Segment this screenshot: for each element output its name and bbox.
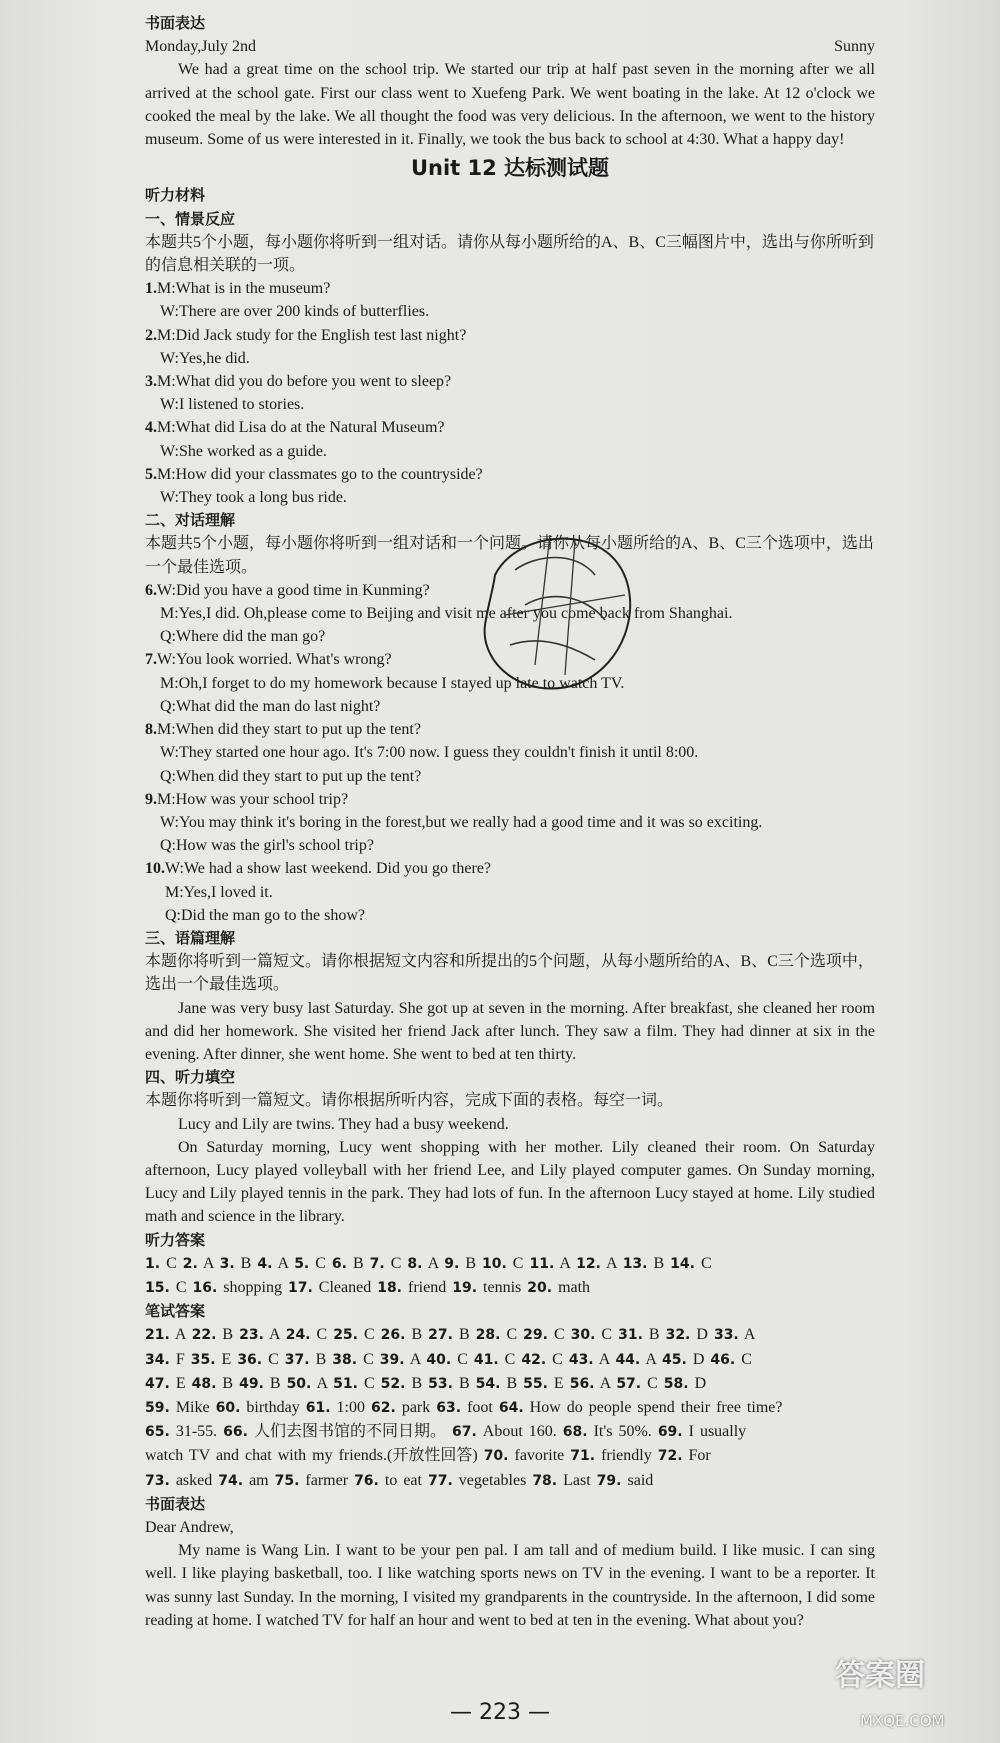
dialog-item <box>145 416 875 439</box>
answer-number: 52. <box>380 1375 406 1392</box>
answer-value: friendly <box>595 1447 658 1465</box>
answer-value: D <box>688 1374 707 1392</box>
answer-value: C <box>500 1326 524 1344</box>
answer-value: A <box>554 1254 577 1272</box>
handwritten-stamp <box>455 515 655 705</box>
answer-value: A <box>593 1350 616 1368</box>
answer-number: 6. <box>331 1255 347 1272</box>
answer-number: 70. <box>483 1448 509 1465</box>
answer-number: 29. <box>523 1327 548 1344</box>
answer-value: C <box>735 1350 752 1368</box>
answer-value: C <box>694 1254 712 1272</box>
answer-value: B <box>500 1374 524 1392</box>
answer-number: 8. <box>407 1255 423 1272</box>
answer-number: 53. <box>428 1375 453 1392</box>
answer-value: C <box>641 1374 664 1392</box>
answer-number: 28. <box>475 1327 501 1344</box>
answer-value: C <box>384 1254 408 1272</box>
diary-text: We had a great time on the school trip. We started our trip at half past seven in the morning after we all arrived at the school gate. First our class went to Xuefeng Park. We went boating in the lake. At 12 o'clock we cooked the meal by the lake. We all thought the food was very delicious. In the afternoon, we went to the history museum. Some of us were interested in it. Finally, we took the bus back to school at 4:30. What a happy day! <box>145 61 875 149</box>
dialog-line: M:How was your school trip? <box>157 790 349 808</box>
answer-value: A <box>311 1374 334 1392</box>
dialog-line: M:What did you do before you went to sleep? <box>157 373 452 391</box>
answer-number: 22. <box>191 1327 217 1344</box>
answer-number: 9. <box>444 1255 460 1272</box>
answer-value: C <box>506 1254 530 1272</box>
answer-number: 50. <box>286 1375 312 1392</box>
answer-value: B <box>452 1374 476 1392</box>
dialog-line: M:Oh,I forget to do my homework because I stayed up late to watch TV. <box>160 674 625 692</box>
answer-value: D <box>690 1326 714 1344</box>
answer-value: A <box>738 1326 756 1344</box>
dialog-item <box>145 277 875 300</box>
dialog-line: M:What did Lisa do at the Natural Museum? <box>157 419 445 437</box>
answer-number: 47. <box>145 1375 170 1392</box>
section4-paragraph: Lucy and Lily are twins. They had a busy weekend. <box>178 1115 509 1133</box>
dialog-line: W:I listened to stories. <box>160 396 305 414</box>
dialog-line: M:Yes,I did. Oh,please come to Beijing and visit me after you come back from Shanghai. <box>160 605 733 623</box>
dialog-line: W:There are over 200 kinds of butterflies. <box>160 303 430 321</box>
answer-number: 25. <box>333 1327 358 1344</box>
answer-number: 20. <box>527 1279 553 1296</box>
answer-value: B <box>263 1374 287 1392</box>
answer-value: A <box>197 1254 220 1272</box>
dialog-item <box>145 718 875 741</box>
item-number: 6. <box>145 581 157 599</box>
answer-number: 58. <box>663 1375 689 1392</box>
answer-value: B <box>346 1254 370 1272</box>
answer-number: 63. <box>436 1399 462 1416</box>
answer-number: 59. <box>145 1399 170 1416</box>
answer-line <box>145 1276 875 1300</box>
dialog-line: W:You look worried. What's wrong? <box>157 651 392 669</box>
answer-number: 51. <box>333 1375 358 1392</box>
answer-number: 41. <box>473 1351 499 1368</box>
answer-value: A <box>272 1254 295 1272</box>
answer-number: 4. <box>257 1255 273 1272</box>
answer-value: B <box>216 1326 240 1344</box>
answer-number: 32. <box>665 1327 691 1344</box>
answer-value: A <box>169 1326 192 1344</box>
item-number: 5. <box>145 465 157 483</box>
answer-value: said <box>621 1471 654 1489</box>
diary-date: Monday,July 2nd <box>145 38 256 56</box>
answer-value: It's 50%. <box>587 1423 658 1441</box>
section1-intro: 本题共5个小题，每小题你将听到一组对话。请你从每小题所给的A、B、C三幅图片中，选出与你所听到的信息相关联的一项。 <box>145 233 874 275</box>
answer-inline <box>484 1447 711 1464</box>
answer-value: B <box>405 1326 429 1344</box>
answer-value: C <box>498 1350 522 1368</box>
answer-number: 61. <box>305 1399 331 1416</box>
page-number: — 223 — <box>450 1700 550 1725</box>
answer-number: 79. <box>596 1472 622 1489</box>
dialog-line: W:They took a long bus ride. <box>160 489 347 507</box>
listening-label: 听力材料 <box>145 186 206 205</box>
answer-number: 19. <box>452 1279 478 1296</box>
answer-value: 人们去图书馆的不同日期。 <box>247 1423 452 1441</box>
answer-number: 33. <box>713 1327 739 1344</box>
answer-value: C <box>451 1350 474 1368</box>
answer-number: 36. <box>237 1351 263 1368</box>
item-number: 4. <box>145 419 157 437</box>
dialog-line: M:Did Jack study for the English test last night? <box>157 326 467 344</box>
answer-number: 24. <box>285 1327 311 1344</box>
answer-value: F <box>169 1350 191 1368</box>
answer-value: B <box>234 1254 258 1272</box>
answer-number: 78. <box>532 1472 558 1489</box>
answer-value: 31-55. <box>169 1423 224 1441</box>
answer-value: D <box>686 1350 711 1368</box>
item-number: 10. <box>145 860 165 878</box>
answer-line <box>145 1372 875 1396</box>
answer-number: 27. <box>428 1327 453 1344</box>
answer-value: B <box>642 1326 666 1344</box>
answer-number: 17. <box>287 1279 313 1296</box>
answer-value: park <box>395 1398 437 1416</box>
answer-value: B <box>452 1326 476 1344</box>
item-number: 3. <box>145 373 157 391</box>
answer-number: 5. <box>294 1255 310 1272</box>
answer-number: 18. <box>377 1279 403 1296</box>
answer-value: A <box>422 1254 445 1272</box>
answer-value: A <box>600 1254 623 1272</box>
diary-dateline <box>145 35 875 58</box>
answer-number: 14. <box>670 1255 695 1272</box>
diary-weather: Sunny <box>834 38 875 56</box>
answer-number: 64. <box>498 1399 524 1416</box>
answer-number: 65. <box>145 1424 170 1441</box>
section1-list <box>145 277 875 509</box>
answer-number: 55. <box>523 1375 548 1392</box>
answer-value: asked <box>169 1471 219 1489</box>
answer-value: 1:00 <box>330 1398 371 1416</box>
answer-number: 69. <box>657 1424 683 1441</box>
dialog-line: W:They started one hour ago. It's 7:00 now. I guess they couldn't finish it until 8:00. <box>160 744 699 762</box>
answer-number: 73. <box>145 1472 170 1489</box>
answer-value: foot <box>461 1398 499 1416</box>
answer-number: 43. <box>568 1351 594 1368</box>
answer-number: 30. <box>570 1327 596 1344</box>
section1-heading: 一、情景反应 <box>145 209 236 228</box>
answer-number: 74. <box>218 1472 244 1489</box>
dialog-item <box>145 370 875 393</box>
answer-value: tennis <box>477 1278 528 1296</box>
answer-number: 1. <box>145 1255 161 1272</box>
unit-title: Unit 12 达标测试题 <box>410 156 610 181</box>
answer-value: vegetables <box>452 1471 533 1489</box>
answer-value: How do people spend their free time? <box>523 1398 783 1416</box>
answer-value: B <box>647 1254 671 1272</box>
answer-number: 48. <box>191 1375 217 1392</box>
answer-value: math <box>552 1278 591 1296</box>
answer-number: 16. <box>192 1279 218 1296</box>
answer-number: 45. <box>662 1351 687 1368</box>
answer-value: C <box>357 1374 381 1392</box>
dialog-line: W:You may think it's boring in the forest,but we really had a good time and it was so exciting. <box>160 813 763 831</box>
answer-value: C <box>160 1254 183 1272</box>
answer-number: 49. <box>239 1375 264 1392</box>
dialog-item <box>145 788 875 811</box>
dialog-item <box>145 324 875 347</box>
answer-value: Cleaned <box>312 1278 378 1296</box>
answer-value: I usually <box>682 1423 747 1441</box>
dialog-item <box>145 857 875 880</box>
answer-value: B <box>309 1350 333 1368</box>
answer-line <box>145 1420 875 1444</box>
answer-number: 13. <box>622 1255 648 1272</box>
watermark-logo: 答案圈 <box>835 1658 925 1693</box>
item-number: 8. <box>145 721 157 739</box>
answer-number: 3. <box>219 1255 235 1272</box>
answer-value: birthday <box>240 1398 306 1416</box>
answer-line <box>145 1348 875 1372</box>
answer-line <box>145 1444 875 1468</box>
answer-value: B <box>405 1374 429 1392</box>
answer-line <box>145 1469 875 1493</box>
letter-heading: 书面表达 <box>145 1494 206 1513</box>
answer-number: 37. <box>284 1351 310 1368</box>
letter-text: My name is Wang Lin. I want to be your pen pal. I am tall and of medium build. I like music. I can sing well. I like playing basketball, too. I like watching sports news on TV in the evening. I want to be a reporter. It was sunny last Sunday. In the morning, I visited my grandparents in the countryside. In the afternoon, I did some reading at home. I watched TV for half an hour and went to bed at ten in the evening. What about you? <box>145 1542 875 1629</box>
answer-number: 75. <box>274 1472 300 1489</box>
question-line: Q:What did the man do last night? <box>160 697 381 715</box>
answer-number: 35. <box>190 1351 216 1368</box>
watermark-url: MXQE.COM <box>860 1712 945 1730</box>
answer-value: Last <box>557 1471 597 1489</box>
answer-value: For <box>682 1447 711 1465</box>
answer-value: A <box>263 1326 286 1344</box>
answer-text: watch TV and chat with my friends.(开放性回答) <box>145 1447 478 1465</box>
diary-heading: 书面表达 <box>145 14 206 32</box>
answer-value: B <box>459 1254 482 1272</box>
answer-value: shopping <box>217 1278 288 1296</box>
answer-value: E <box>215 1350 238 1368</box>
section4-paragraph: On Saturday morning, Lucy went shopping with her mother. Lily cleaned their room. On Saturday afternoon, Lucy played volleyball with her friend Lee, and Lily played computer games. On Sunday morning, Lucy and Lily played tennis in the park. They had lots of fun. In the afternoon Lucy stayed at home. Lily studied math and science in the library. <box>145 1138 875 1226</box>
section4-heading: 四、听力填空 <box>145 1068 236 1087</box>
page-content <box>145 12 875 1632</box>
answer-value: am <box>243 1471 275 1489</box>
answer-number: 38. <box>332 1351 358 1368</box>
answer-value: A <box>640 1350 663 1368</box>
answer-value: C <box>310 1326 334 1344</box>
answer-number: 42. <box>521 1351 547 1368</box>
answer-number: 2. <box>182 1255 198 1272</box>
answer-value: C <box>262 1350 285 1368</box>
answer-number: 54. <box>475 1375 501 1392</box>
listening-answers-heading: 听力答案 <box>145 1230 206 1249</box>
answer-number: 11. <box>529 1255 555 1272</box>
answer-number: 71. <box>570 1448 596 1465</box>
answer-value: to eat <box>378 1471 428 1489</box>
dialog-line: W:We had a show last weekend. Did you go there? <box>165 860 492 878</box>
answer-number: 68. <box>562 1424 588 1441</box>
answer-value: C <box>309 1254 332 1272</box>
dialog-line: W:Did you have a good time in Kunming? <box>157 581 430 599</box>
answer-value: C <box>547 1326 571 1344</box>
answer-number: 72. <box>657 1448 683 1465</box>
answer-number: 26. <box>380 1327 406 1344</box>
answer-number: 39. <box>379 1351 405 1368</box>
question-line: Q:Where did the man go? <box>160 628 326 646</box>
answer-value: About 160. <box>476 1423 563 1441</box>
answer-number: 12. <box>576 1255 601 1272</box>
answer-line <box>145 1396 875 1420</box>
answer-number: 56. <box>569 1375 595 1392</box>
dialog-line: M:When did they start to put up the tent? <box>157 721 421 739</box>
answer-value: C <box>546 1350 569 1368</box>
answer-value: C <box>595 1326 619 1344</box>
item-number: 9. <box>145 790 157 808</box>
dialog-line: W:Yes,he did. <box>160 349 250 367</box>
section3-intro: 本题你将听到一篇短文。请你根据短文内容和所提出的5个问题，从每小题所给的A、B、C三个选项中，选出一个最佳选项。 <box>145 953 874 994</box>
dialog-line: W:She worked as a guide. <box>160 442 327 460</box>
section3-heading: 三、语篇理解 <box>145 928 236 947</box>
answer-number: 21. <box>145 1327 170 1344</box>
question-line: Q:How was the girl's school trip? <box>160 837 374 855</box>
answer-value: E <box>169 1374 192 1392</box>
answer-number: 57. <box>616 1375 642 1392</box>
section4-intro: 本题你将听到一篇短文。请你根据所听内容，完成下面的表格。每空一词。 <box>145 1092 674 1110</box>
letter-greeting: Dear Andrew, <box>145 1519 234 1536</box>
answer-value: Mike <box>169 1398 216 1416</box>
dialog-line: M:What is in the museum? <box>157 280 331 298</box>
answer-number: 67. <box>451 1424 477 1441</box>
item-number: 2. <box>145 326 157 344</box>
answer-line <box>145 1252 875 1276</box>
section2-intro: 本题共5个小题，每小题你将听到一组对话和一个问题。请你从每小题所给的A、B、C三个选项中，选出一个最佳选项。 <box>145 535 874 576</box>
section3-text: Jane was very busy last Saturday. She got up at seven in the morning. After breakfast, she cleaned her room and did her homework. She visited her friend Jack after lunch. They saw a film. They had dinner at six in the evening. After dinner, she went home. She went to bed at ten thirty. <box>145 999 875 1063</box>
answer-number: 46. <box>710 1351 736 1368</box>
question-line: Q:Did the man go to the show? <box>165 906 365 924</box>
answer-value: A <box>404 1350 427 1368</box>
answer-value: E <box>547 1374 570 1392</box>
dialog-item <box>145 463 875 486</box>
dialog-line: M:Yes,I loved it. <box>165 883 273 901</box>
answer-number: 10. <box>481 1255 507 1272</box>
answer-value: C <box>358 1326 381 1344</box>
answer-number: 62. <box>371 1399 396 1416</box>
answer-number: 77. <box>427 1472 453 1489</box>
answer-number: 34. <box>145 1351 170 1368</box>
answer-value: C <box>169 1278 193 1296</box>
answer-number: 76. <box>354 1472 379 1489</box>
answer-number: 60. <box>215 1399 241 1416</box>
item-number: 1. <box>145 280 157 298</box>
answer-value: friend <box>402 1278 453 1296</box>
answer-number: 31. <box>618 1327 643 1344</box>
answer-number: 66. <box>223 1424 248 1441</box>
answer-line <box>145 1323 875 1347</box>
answer-value: farmer <box>299 1471 355 1489</box>
answer-value: A <box>594 1374 617 1392</box>
written-answers-heading: 笔试答案 <box>145 1302 206 1321</box>
answer-value: C <box>357 1350 380 1368</box>
answer-value: favorite <box>508 1447 571 1465</box>
dialog-line: M:How did your classmates go to the countryside? <box>157 465 483 483</box>
answer-value: B <box>216 1374 240 1392</box>
answer-number: 7. <box>369 1255 385 1272</box>
item-number: 7. <box>145 651 157 669</box>
answer-number: 15. <box>145 1279 170 1296</box>
answer-number: 40. <box>426 1351 452 1368</box>
answer-number: 23. <box>239 1327 264 1344</box>
section2-heading: 二、对话理解 <box>145 511 236 530</box>
question-line: Q:When did they start to put up the tent? <box>160 767 422 785</box>
answer-number: 44. <box>615 1351 641 1368</box>
